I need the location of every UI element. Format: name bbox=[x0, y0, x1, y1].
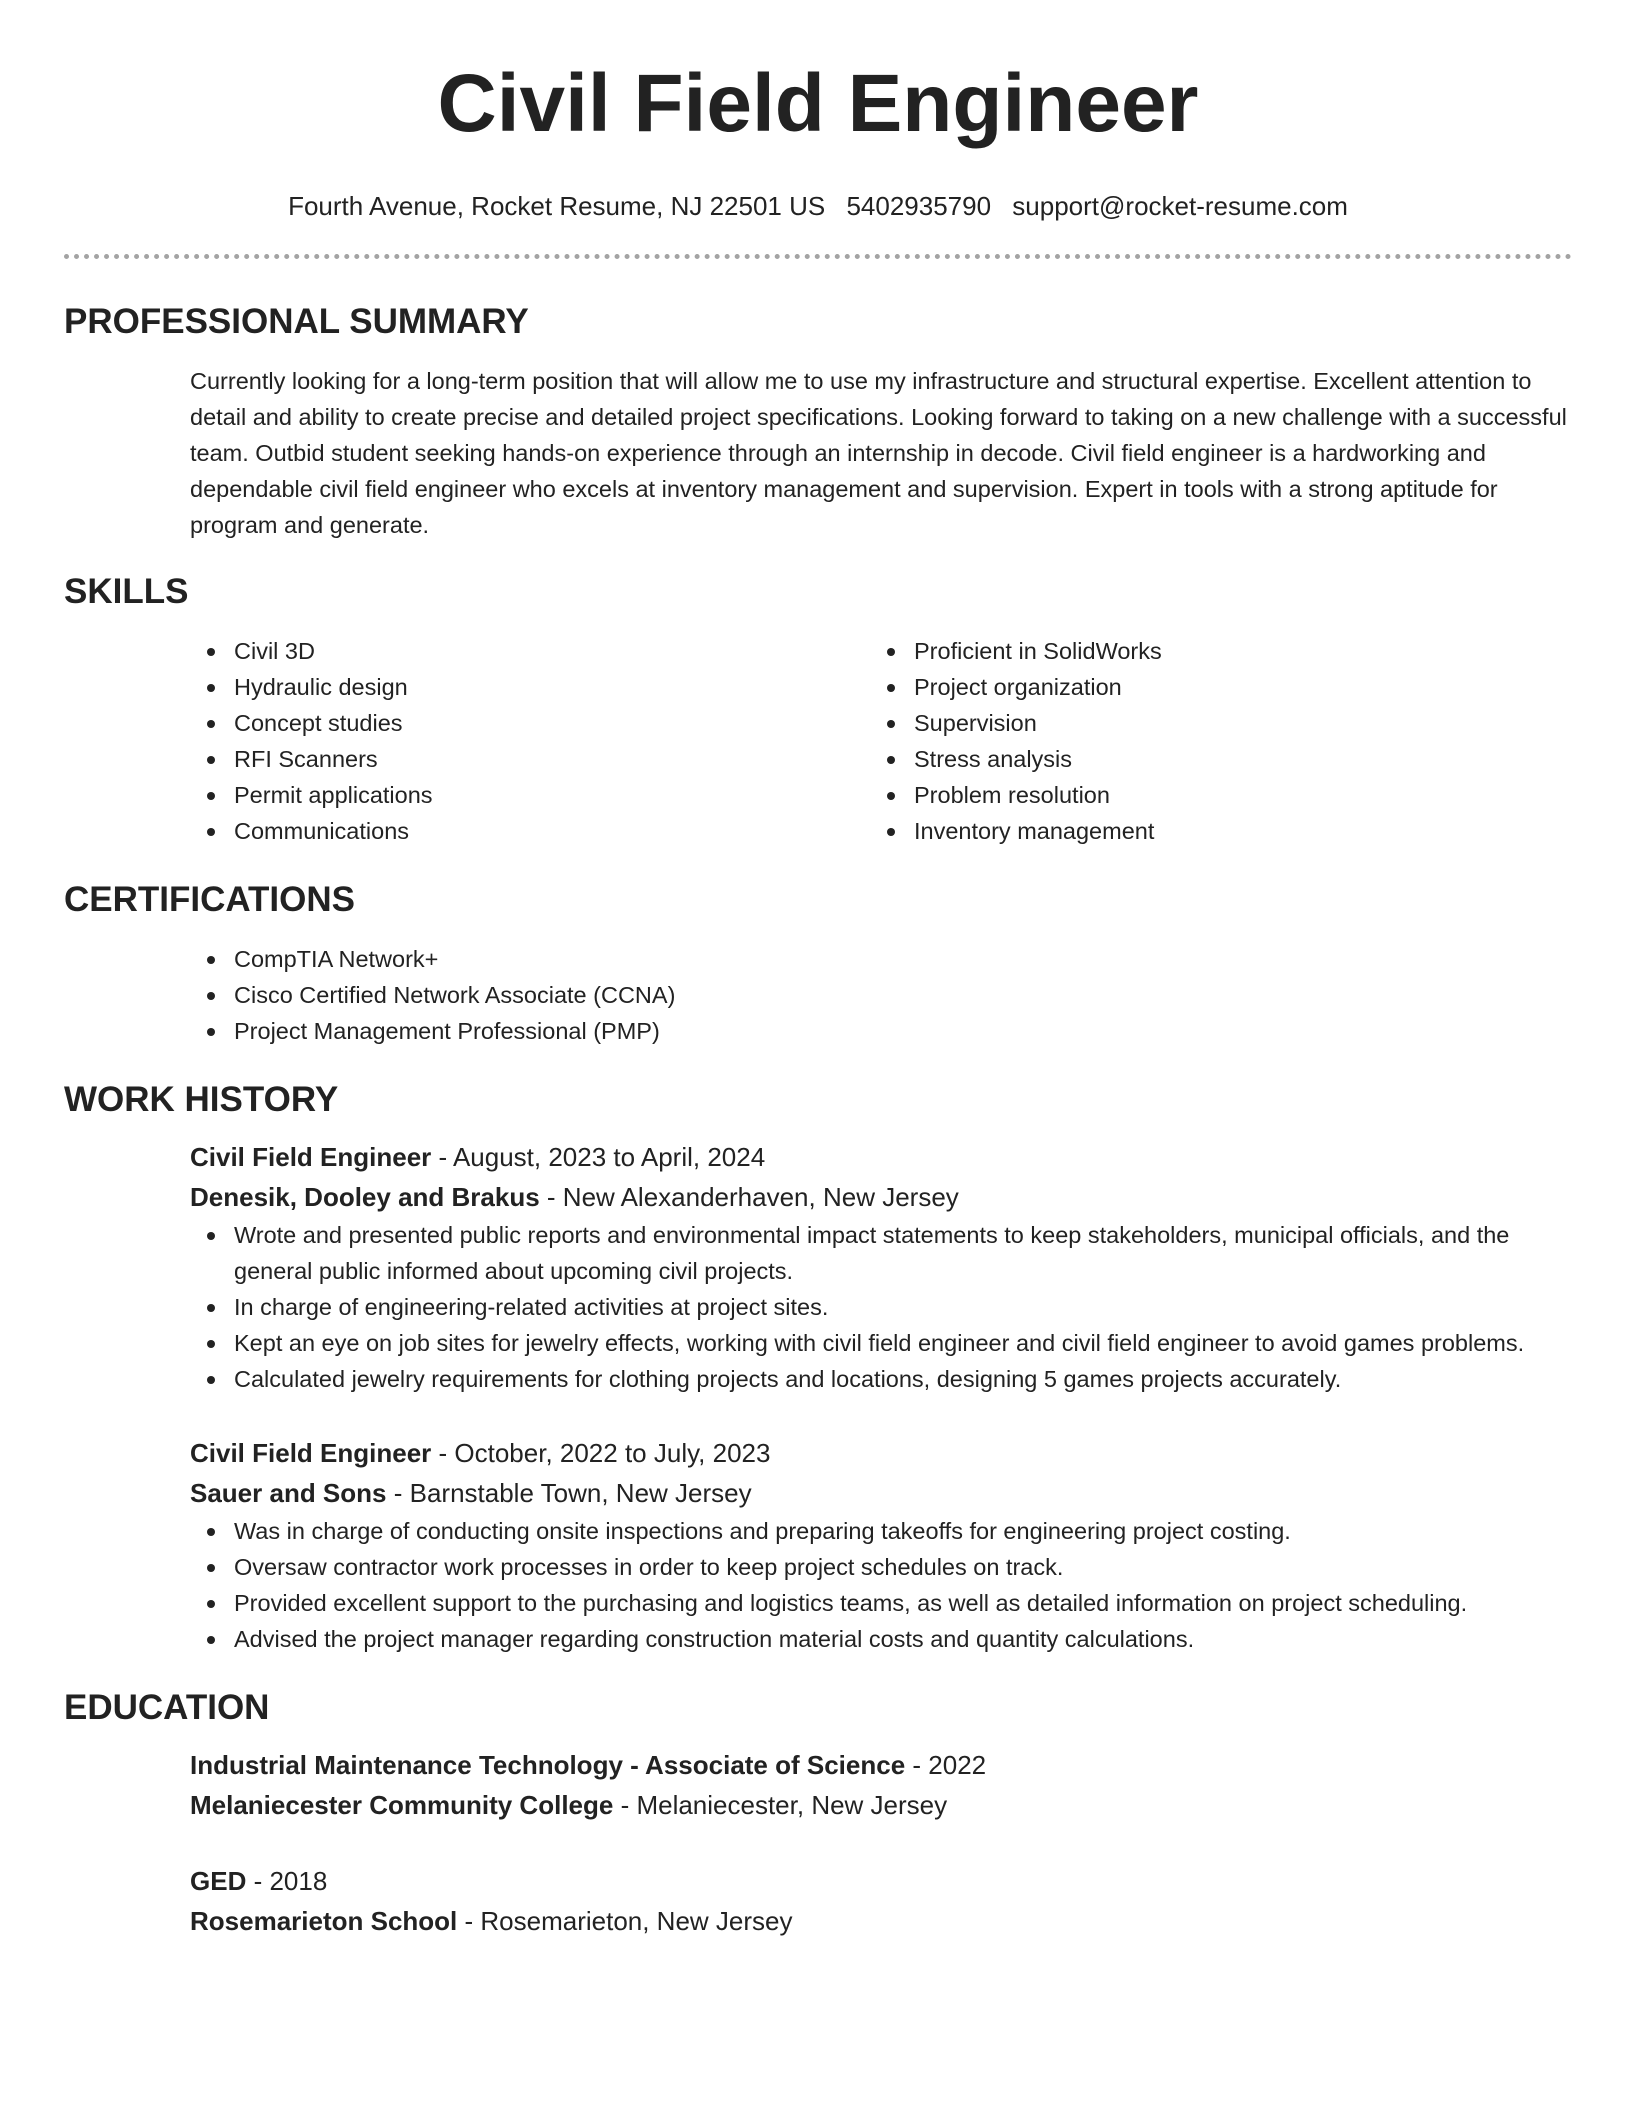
job-company: Sauer and Sons bbox=[190, 1478, 387, 1508]
job-entry bbox=[190, 1433, 1572, 1657]
header-divider bbox=[64, 254, 1572, 259]
job-company: Denesik, Dooley and Brakus bbox=[190, 1182, 540, 1212]
education-entry bbox=[190, 1745, 1572, 1825]
skill-item: Permit applications bbox=[190, 777, 870, 813]
certification-item: Project Management Professional (PMP) bbox=[190, 1013, 1572, 1049]
job-bullet: Advised the project manager regarding construction material costs and quantity calculations. bbox=[190, 1621, 1572, 1657]
education-location: - Melaniecester, New Jersey bbox=[613, 1790, 948, 1820]
contact-email: support@rocket-resume.com bbox=[1012, 191, 1348, 221]
contact-line bbox=[64, 190, 1572, 222]
education-entry bbox=[190, 1861, 1572, 1941]
skill-item: RFI Scanners bbox=[190, 741, 870, 777]
skill-item: Supervision bbox=[870, 705, 1550, 741]
education-title: EDUCATION bbox=[64, 1688, 270, 1727]
job-bullet: Wrote and presented public reports and environmental impact statements to keep stakeholders, municipal officials, and the general public informed about upcoming civil projects. bbox=[190, 1217, 1572, 1289]
job-company-line bbox=[190, 1177, 1572, 1217]
summary-body bbox=[190, 363, 1572, 543]
education-degree-line bbox=[190, 1745, 1572, 1785]
certifications-body bbox=[190, 941, 1572, 1049]
skill-item: Problem resolution bbox=[870, 777, 1550, 813]
education-body bbox=[190, 1745, 1572, 1941]
skills-section bbox=[64, 571, 1572, 849]
certification-item: CompTIA Network+ bbox=[190, 941, 1572, 977]
education-location: - Rosemarieton, New Jersey bbox=[457, 1906, 793, 1936]
certifications-list bbox=[190, 941, 1572, 1049]
education-school-line bbox=[190, 1785, 1572, 1825]
skill-item: Stress analysis bbox=[870, 741, 1550, 777]
skill-item: Hydraulic design bbox=[190, 669, 870, 705]
education-year: - 2022 bbox=[905, 1750, 987, 1780]
skill-item: Concept studies bbox=[190, 705, 870, 741]
job-role: Civil Field Engineer bbox=[190, 1142, 432, 1172]
certifications-title: CERTIFICATIONS bbox=[64, 880, 356, 919]
summary-section bbox=[64, 301, 1572, 543]
job-bullet: Was in charge of conducting onsite inspections and preparing takeoffs for engineering project costing. bbox=[190, 1513, 1572, 1549]
job-entry bbox=[190, 1137, 1572, 1397]
education-degree-line bbox=[190, 1861, 1572, 1901]
skills-right-column bbox=[870, 633, 1550, 849]
job-title-line bbox=[190, 1433, 1572, 1473]
certifications-section bbox=[64, 879, 1572, 1049]
skill-item: Proficient in SolidWorks bbox=[870, 633, 1550, 669]
contact-phone: 5402935790 bbox=[846, 191, 992, 221]
job-dates: - October, 2022 to July, 2023 bbox=[431, 1438, 771, 1468]
job-bullets bbox=[190, 1513, 1572, 1657]
skills-grid bbox=[190, 633, 1572, 849]
education-school: Melaniecester Community College bbox=[190, 1790, 614, 1820]
job-dates: - August, 2023 to April, 2024 bbox=[431, 1142, 766, 1172]
job-location: - New Alexanderhaven, New Jersey bbox=[539, 1182, 959, 1212]
contact-address: Fourth Avenue, Rocket Resume, NJ 22501 US bbox=[288, 191, 826, 221]
skills-left-column bbox=[190, 633, 870, 849]
job-location: - Barnstable Town, New Jersey bbox=[386, 1478, 752, 1508]
job-bullet: Provided excellent support to the purchasing and logistics teams, as well as detailed information on project scheduling. bbox=[190, 1585, 1572, 1621]
education-section bbox=[64, 1687, 1572, 1941]
education-degree: GED bbox=[190, 1866, 247, 1896]
job-bullet: Kept an eye on job sites for jewelry effects, working with civil field engineer and civil field engineer to avoid games problems. bbox=[190, 1325, 1572, 1361]
job-bullets bbox=[190, 1217, 1572, 1397]
education-school: Rosemarieton School bbox=[190, 1906, 458, 1936]
skill-item: Inventory management bbox=[870, 813, 1550, 849]
work-title: WORK HISTORY bbox=[64, 1080, 339, 1119]
job-bullet: Calculated jewelry requirements for clothing projects and locations, designing 5 games projects accurately. bbox=[190, 1361, 1572, 1397]
work-body bbox=[190, 1137, 1572, 1657]
education-year: - 2018 bbox=[246, 1866, 328, 1896]
education-school-line bbox=[190, 1901, 1572, 1941]
job-role: Civil Field Engineer bbox=[190, 1438, 432, 1468]
skills-title: SKILLS bbox=[64, 572, 189, 611]
skill-item: Communications bbox=[190, 813, 870, 849]
certification-item: Cisco Certified Network Associate (CCNA) bbox=[190, 977, 1572, 1013]
summary-text: Currently looking for a long-term position that will allow me to use my infrastructure and structural expertise. Excellent attention to detail and ability to create precise and detailed project specifications. Looking forward to taking on a new challenge with a successful team. Outbid student seeking hands-on experience through an internship in decode. Civil field engineer is a hardworking and dependable civil field engineer who excels at inventory management and supervision. Expert in tools with a strong aptitude for program and generate. bbox=[190, 368, 1567, 538]
job-bullet: In charge of engineering-related activities at project sites. bbox=[190, 1289, 1572, 1325]
job-company-line bbox=[190, 1473, 1572, 1513]
resume-page bbox=[64, 0, 1572, 2112]
job-title-line bbox=[190, 1137, 1572, 1177]
resume-name: Civil Field Engineer bbox=[437, 58, 1199, 149]
education-degree: Industrial Maintenance Technology - Associate of Science bbox=[190, 1750, 906, 1780]
summary-title: PROFESSIONAL SUMMARY bbox=[64, 302, 529, 341]
work-section bbox=[64, 1079, 1572, 1657]
skill-item: Civil 3D bbox=[190, 633, 870, 669]
job-bullet: Oversaw contractor work processes in order to keep project schedules on track. bbox=[190, 1549, 1572, 1585]
skill-item: Project organization bbox=[870, 669, 1550, 705]
